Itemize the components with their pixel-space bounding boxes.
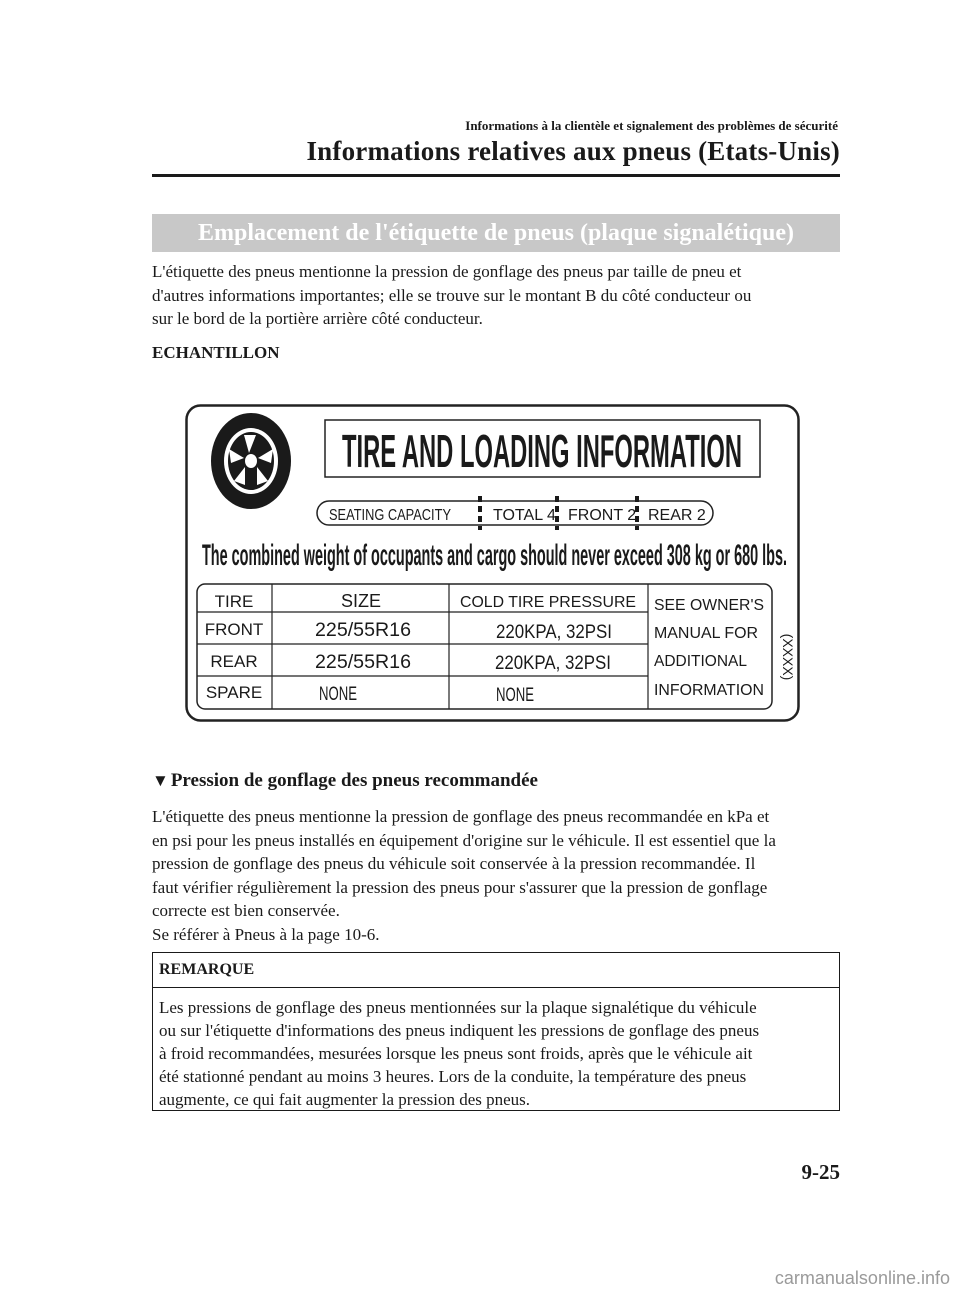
subsection-title: Pression de gonflage des pneus recommandée [170,770,538,791]
header-divider [152,174,840,177]
subsection-heading [152,770,538,792]
table-row-pressure: NONE [496,685,534,706]
table-header-pressure: COLD TIRE PRESSURE [460,594,636,611]
seating-total: TOTAL 4 [493,507,556,524]
paragraph-line: faut vérifier régulièrement la pression des pneus pour s'assurer que la pression de gonflage [152,877,768,897]
intro-paragraph [152,260,842,331]
site-watermark: carmanualsonline.info [774,1268,950,1288]
label-heading: TIRE AND LOADING INFORMATION [342,425,742,477]
seating-front: FRONT 2 [568,507,637,524]
seating-capacity-label: SEATING CAPACITY [329,507,452,524]
table-row-size: 225/55R16 [315,652,411,673]
chapter-subtitle: Informations à la clientèle et signalement des problèmes de sécurité [465,118,838,133]
note-title: REMARQUE [153,953,839,988]
paragraph-line: L'étiquette des pneus mentionne la pression de gonflage des pneus recommandée en kPa et [152,807,770,826]
table-note-line: MANUAL FOR [654,625,758,642]
intro-line: L'étiquette des pneus mentionne la pression de gonflage des pneus par taille de pneu et [152,262,742,281]
paragraph-line: correcte est bien conservée. [152,901,340,920]
intro-line: d'autres informations importantes; elle se trouve sur le montant B du côté conducteur ou [152,285,752,305]
table-row-tire: FRONT [204,620,264,639]
note-line: Les pressions de gonflage des pneus mentionnées sur la plaque signalétique du véhicule [159,998,757,1017]
paragraph-line: pression de gonflage des pneus du véhicule soit conservée à la pression recommandée. Il [152,854,756,873]
table-row-tire: REAR [210,652,258,671]
pressure-paragraph [152,805,842,946]
sample-caption: ECHANTILLON [152,343,280,362]
table-header-size: SIZE [340,591,382,611]
label-code: (XXXX) [780,633,796,681]
table-row-pressure: 220KPA, 32PSI [495,653,611,674]
table-note-line: INFORMATION [654,682,764,699]
table-row-tire: SPARE [205,683,263,702]
page-reference: Se référer à Pneus à la page 10-6. [152,924,380,944]
tire-label-figure [185,404,800,722]
section-heading: Emplacement de l'étiquette de pneus (plaque signalétique) [152,214,840,252]
note-line: à froid recommandées, mesurées lorsque les pneus sont froids, après que le véhicule ait [159,1044,753,1063]
weight-statement: The combined weight of occupants and cargo should never exceed 308 kg or 680 lbs. [202,539,787,572]
note-line: été stationné pendant au moins 3 heures. Lors de la conduite, la température des pneus [159,1067,747,1086]
table-note-line: ADDITIONAL [654,653,748,670]
note-line: augmente, ce qui fait augmenter la pression des pneus. [159,1090,531,1109]
table-row-size: 225/55R16 [315,620,411,641]
note-body [153,988,839,1111]
page-number: 9-25 [801,1160,840,1184]
table-row-pressure: 220KPA, 32PSI [496,622,612,643]
note-box [152,952,840,1111]
table-note-line: SEE OWNER'S [654,597,764,614]
table-row-size: NONE [319,684,357,705]
table-header-tire: TIRE [214,592,254,611]
page-title: Informations relatives aux pneus (Etats-Unis) [306,136,840,166]
tire-table [197,584,772,709]
note-line: ou sur l'étiquette d'informations des pneus indiquent les pressions de gonflage des pneus [159,1021,760,1040]
triangle-marker-icon: ▼ [152,771,169,790]
tire-icon [211,413,291,509]
intro-line: sur le bord de la portière arrière côté conducteur. [152,309,483,328]
seating-rear: REAR 2 [648,507,706,524]
paragraph-line: en psi pour les pneus installés en équipement d'origine sur le véhicule. Il est essentiel que la [152,830,776,850]
